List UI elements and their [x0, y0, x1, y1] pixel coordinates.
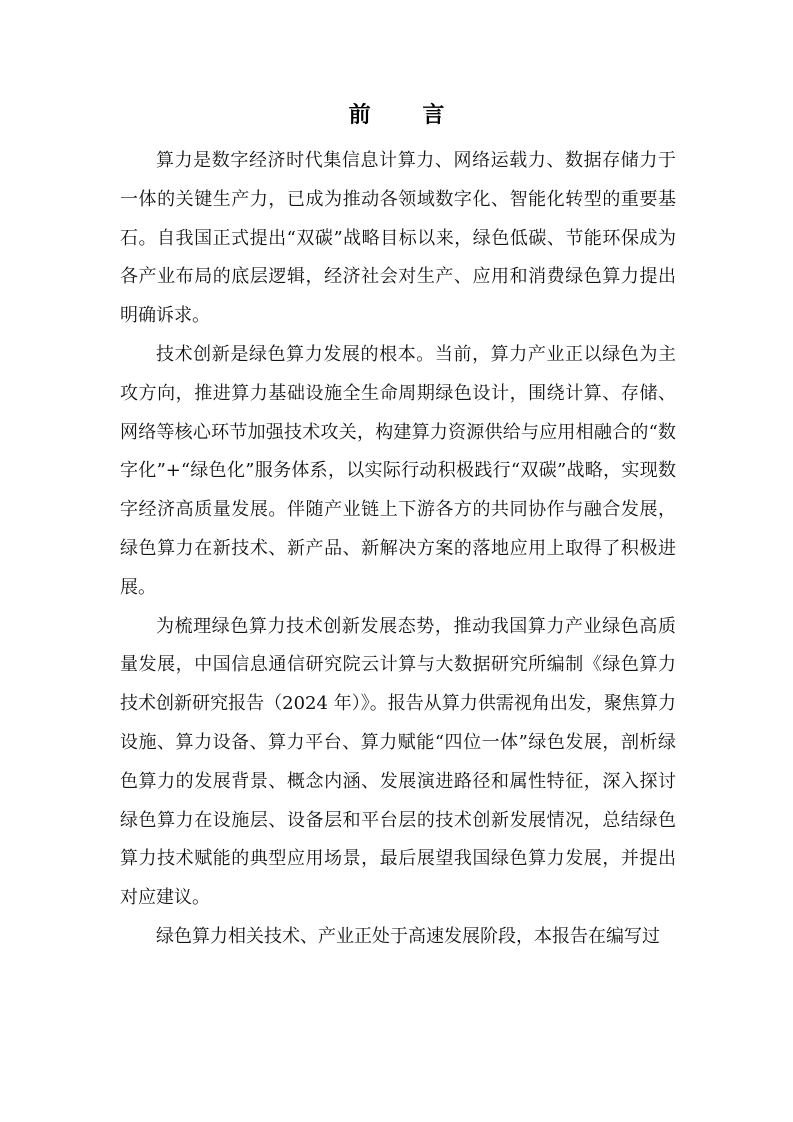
document-body: [120, 142, 676, 957]
paragraph-1: 算力是数字经济时代集信息计算力、网络运载力、数据存储力于一体的关键生产力，已成为推动各领域数字化、智能化转型的重要基石。自我国正式提出“双碳”战略目标以来，绿色低碳、节能环保成为各产业布局的底层逻辑，经济社会对生产、应用和消费绿色算力提出明确诉求。: [120, 150, 676, 327]
paragraph-4: 绿色算力相关技术、产业正处于高速发展阶段，本报告在编写过: [156, 925, 660, 947]
paragraph-3: 为梳理绿色算力技术创新发展态势，推动我国算力产业绿色高质量发展，中国信息通信研究院云计算与大数据研究所编制《绿色算力技术创新研究报告（2024 年）》。报告从算力供需视角出发，聚焦算力设施、算力设备、算力平台、算力赋能“四位一体”绿色发展，剖析绿色算力的发展背景、概念内涵、发展演进路径和属性特征，深入探讨绿色算力在设施层、设备层和平台层的技术创新发展情况，总结绿色算力技术赋能的典型应用场景，最后展望我国绿色算力发展，并提出对应建议。: [120, 615, 676, 909]
page-title: 前 言: [348, 103, 467, 128]
paragraph-2: 技术创新是绿色算力发展的根本。当前，算力产业正以绿色为主攻方向，推进算力基础设施全生命周期绿色设计，围绕计算、存储、网络等核心环节加强技术攻关，构建算力资源供给与应用相融合的“数字化”+“绿色化”服务体系，以实际行动积极践行“双碳”战略，实现数字经济高质量发展。伴随产业链上下游各方的共同协作与融合发展，绿色算力在新技术、新产品、新解决方案的落地应用上取得了积极进展。: [120, 343, 676, 598]
